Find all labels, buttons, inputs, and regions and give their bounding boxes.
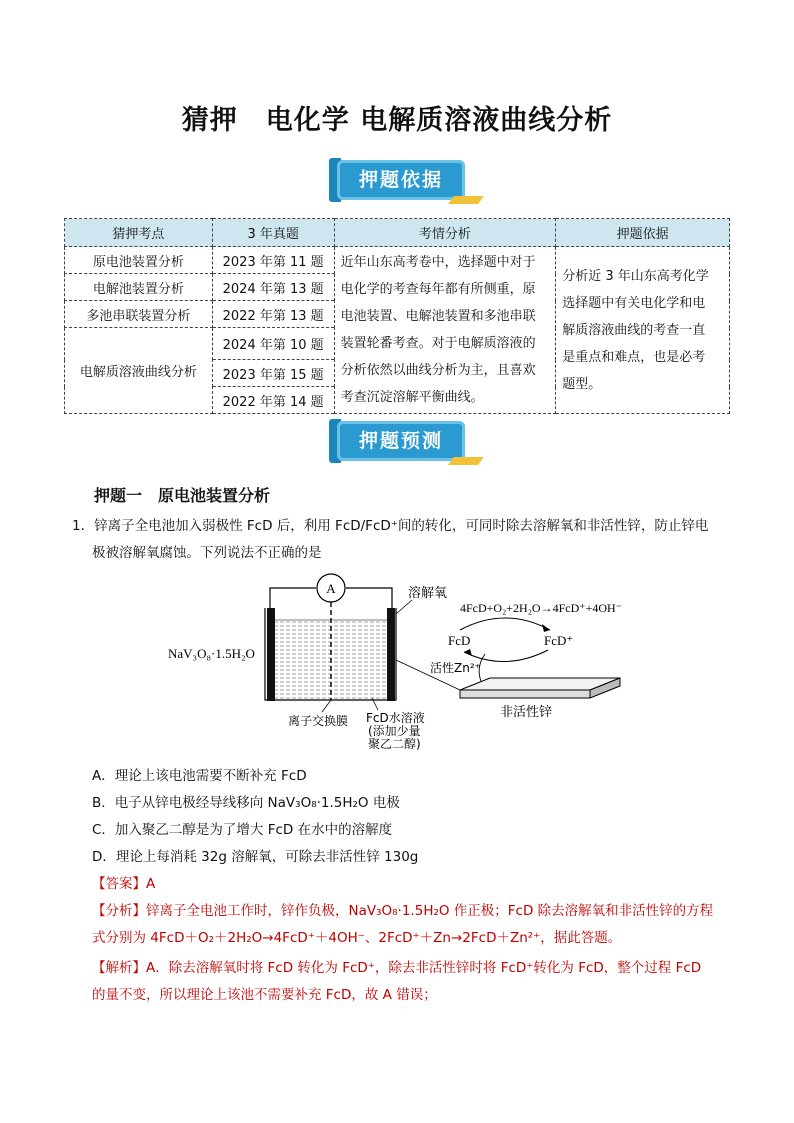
topic-cell: 原电池装置分析 <box>65 247 213 274</box>
header-topic: 猜押考点 <box>65 219 213 247</box>
svg-text:A: A <box>326 581 336 596</box>
option-d: D．理论上每消耗 32g 溶解氧，可除去非活性锌 130g <box>92 849 419 865</box>
question-1: 1．锌离子全电池加入弱极性 FcD 后，利用 FcD/FcD⁺间的转化，可同时除去溶解氧和非活性锌，防止锌电 极被溶解氧腐蚀。下列说法不正确的是 <box>72 518 709 561</box>
zinc-electrode <box>387 608 395 701</box>
year-cell: 2024 年第 13 题 <box>212 274 334 301</box>
year-cell: 2022 年第 14 题 <box>212 387 334 414</box>
reaction-equation: 4FcD+O₂+2H₂O→4FcD⁺+4OH⁻ <box>460 601 622 615</box>
banner-basis-label: 押题依据 <box>358 169 443 191</box>
topic-cell: 电解质溶液曲线分析 <box>65 328 213 414</box>
topic-cell: 多池串联装置分析 <box>65 301 213 328</box>
svg-text:聚乙二醇): 聚乙二醇) <box>368 737 421 751</box>
active-zn-label: 活性Zn²⁺ <box>430 661 481 675</box>
answer: 【答案】A <box>92 876 156 892</box>
analysis-block: 【分析】锌离子全电池工作时，锌作负极，NaV₃O₈·1.5H₂O 作正极；FcD 除去溶解氧和非活性锌的方程 式分别为 4FcD＋O₂＋2H₂O→4FcD⁺＋4OH⁻、2FcD⁺＋Zn→2FcD＋Zn²⁺，据此答题。 <box>92 903 714 946</box>
battery-diagram <box>160 572 640 760</box>
basis-table <box>64 218 730 414</box>
banner-predict-label: 押题预测 <box>358 430 443 452</box>
year-cell: 2023 年第 15 题 <box>212 360 334 387</box>
option-c: C．加入聚乙二醇是为了增大 FcD 在水中的溶解度 <box>92 822 393 838</box>
analysis-cell: 近年山东高考卷中，选择题中对于 电化学的考查每年都有所侧重，原 电池装置、电解池装置和多池串联 装置轮番考查。对于电解质溶液的 分析依然以曲线分析为主，且喜欢 考查沉淀溶解平衡曲线。 <box>334 247 556 414</box>
option-b: B．电子从锌电极经导线移向 NaV₃O₈·1.5H₂O 电极 <box>92 795 400 811</box>
banner-basis <box>329 156 481 206</box>
header-basis: 押题依据 <box>556 219 730 247</box>
inactive-zn-label: 非活性锌 <box>500 705 553 720</box>
header-analysis: 考情分析 <box>334 219 556 247</box>
option-a: A．理论上该电池需要不断补充 FcD <box>92 768 307 784</box>
membrane-label: 离子交换膜 <box>288 714 349 728</box>
banner-predict <box>329 417 481 467</box>
section-title: 押题一 原电池装置分析 <box>94 486 271 505</box>
fcd-plus-label: FcD⁺ <box>544 633 574 648</box>
fcd-label: FcD <box>448 633 471 648</box>
header-years: 3 年真题 <box>212 219 334 247</box>
year-cell: 2023 年第 11 题 <box>212 247 334 274</box>
page-title: 猜押 电化学 电解质溶液曲线分析 <box>181 105 613 136</box>
year-cell: 2022 年第 13 题 <box>212 301 334 328</box>
dissolved-o2-label: 溶解氧 <box>408 586 448 601</box>
basis-cell: 分析近 3 年山东高考化学 选择题中有关电化学和电 解质溶液曲线的考查一直 是重点和难点，也是必考 题型。 <box>556 247 730 414</box>
year-cell: 2024 年第 10 题 <box>212 328 334 360</box>
cathode-electrode <box>267 608 275 701</box>
topic-cell: 电解池装置分析 <box>65 274 213 301</box>
svg-text:FcD水溶液: FcD水溶液 <box>366 711 425 725</box>
svg-text:(添加少量: (添加少量 <box>368 724 421 738</box>
electrode-label: NaV₃O₈·1.5H₂O <box>168 646 255 661</box>
explain-block: 【解析】A．除去溶解氧时将 FcD 转化为 FcD⁺，除去非活性锌时将 FcD⁺转化为 FcD，整个过程 FcD 的量不变，所以理论上该池不需要补充 FcD，故 A 错误； <box>92 960 702 1003</box>
